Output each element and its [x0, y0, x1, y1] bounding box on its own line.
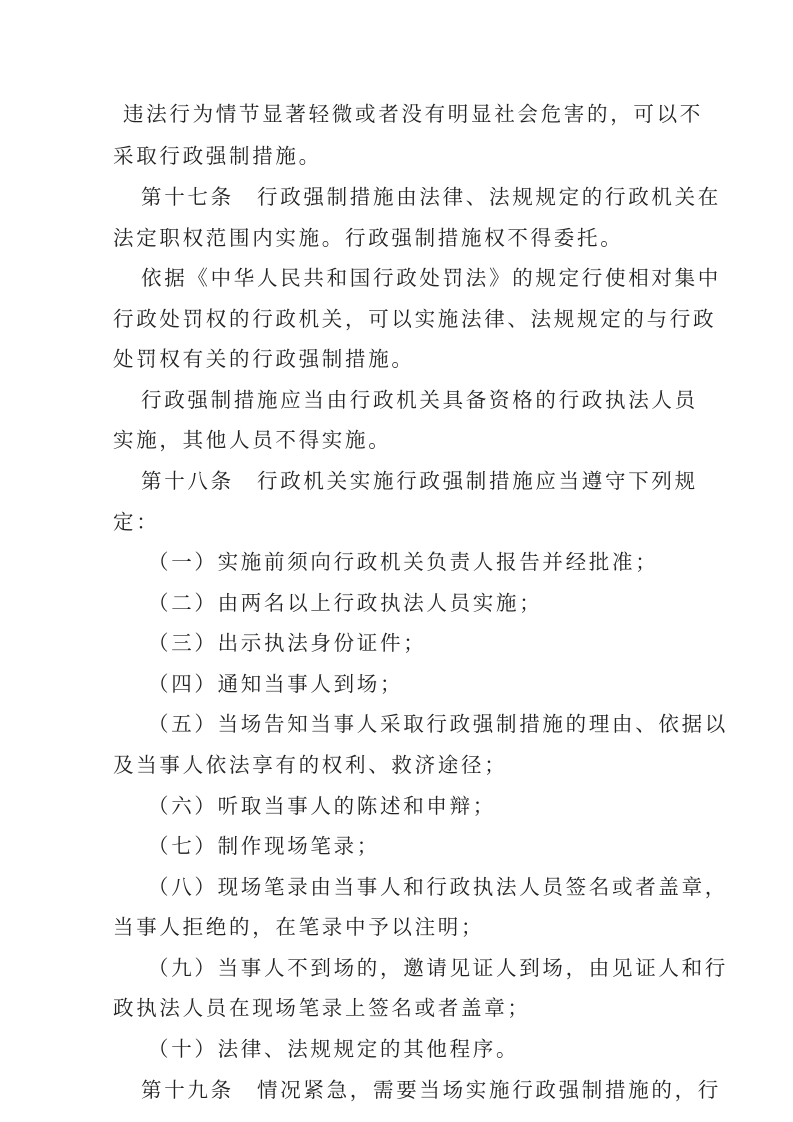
list-item: （三）出示执法身份证件；	[148, 631, 427, 655]
text-line: 及当事人依法享有的权利、救济途径；	[113, 753, 508, 777]
text-line: 采取行政强制措施。	[113, 144, 322, 168]
list-item: （五）当场告知当事人采取行政强制措施的理由、依据以	[148, 712, 728, 736]
list-item: （七）制作现场笔录；	[148, 834, 380, 858]
text-line: 违法行为情节显著轻微或者没有明显社会危害的，可以不	[123, 102, 703, 126]
text-line: 政执法人员在现场笔录上签名或者盖章；	[113, 996, 531, 1020]
article-19-heading-line: 第十九条 情况紧急，需要当场实施行政强制措施的，行	[141, 1078, 721, 1102]
text-line: 定：	[113, 510, 160, 534]
article-17-heading-line: 第十七条 行政强制措施由法律、法规规定的行政机关在	[141, 185, 721, 209]
list-item: （一）实施前须向行政机关负责人报告并经批准；	[148, 550, 659, 574]
list-item: （十）法律、法规规定的其他程序。	[148, 1037, 520, 1061]
list-item: （六）听取当事人的陈述和申辩；	[148, 794, 496, 818]
list-item: （八）现场笔录由当事人和行政执法人员签名或者盖章，	[148, 875, 728, 899]
text-line: 实施，其他人员不得实施。	[113, 428, 392, 452]
list-item: （九）当事人不到场的，邀请见证人到场，由见证人和行	[148, 956, 728, 980]
list-item: （四）通知当事人到场；	[148, 672, 404, 696]
text-line: 当事人拒绝的，在笔录中予以注明；	[113, 915, 485, 939]
article-18-heading-line: 第十八条 行政机关实施行政强制措施应当遵守下列规	[141, 469, 698, 493]
list-item: （二）由两名以上行政执法人员实施；	[148, 591, 543, 615]
text-line: 法定职权范围内实施。行政强制措施权不得委托。	[113, 226, 624, 250]
text-line: 行政处罚权的行政机关，可以实施法律、法规规定的与行政	[113, 307, 717, 331]
text-line: 处罚权有关的行政强制措施。	[113, 347, 415, 371]
text-line: 行政强制措施应当由行政机关具备资格的行政执法人员	[141, 388, 698, 412]
text-line: 依据《中华人民共和国行政处罚法》的规定行使相对集中	[141, 266, 721, 290]
